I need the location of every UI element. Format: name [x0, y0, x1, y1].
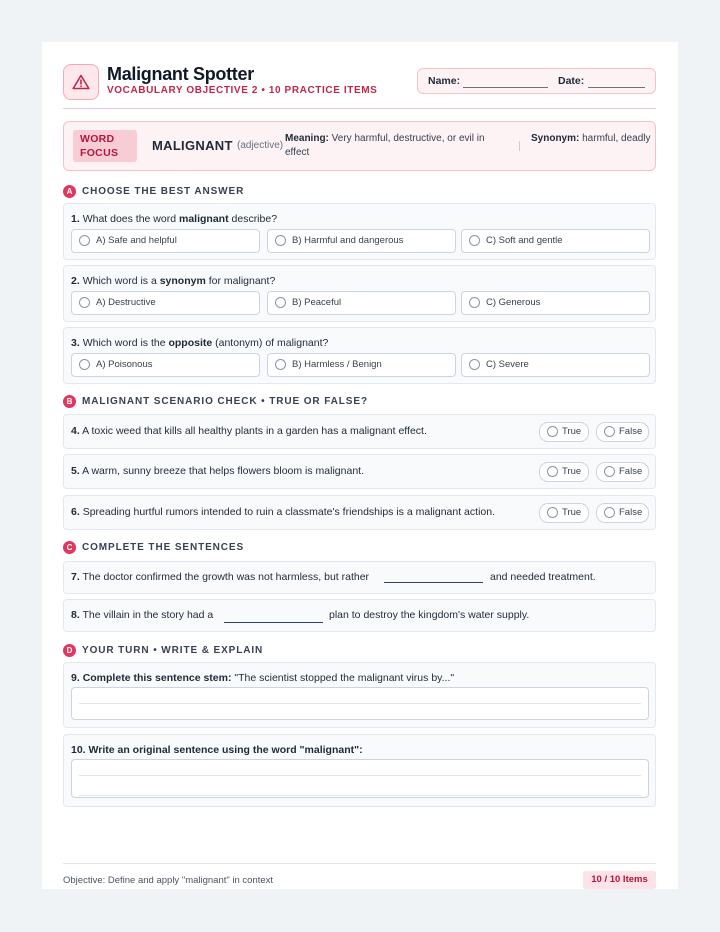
- meaning-label: Meaning:: [285, 133, 329, 144]
- question-text: [71, 275, 275, 287]
- question-number: 10.: [71, 744, 86, 756]
- question-number: 2.: [71, 275, 80, 287]
- page-title: Malignant Spotter: [107, 64, 254, 84]
- option-label: B) Harmless / Benign: [292, 359, 382, 370]
- radio-icon[interactable]: [547, 507, 558, 518]
- question-number: 6.: [71, 506, 80, 518]
- section-c-heading: [63, 541, 244, 554]
- radio-icon[interactable]: [275, 235, 286, 246]
- false-option[interactable]: [596, 462, 649, 482]
- true-label: True: [562, 426, 582, 437]
- option-c[interactable]: [461, 229, 650, 253]
- question-number: 3.: [71, 337, 80, 349]
- false-label: False: [619, 507, 643, 518]
- statement-text: [71, 506, 495, 518]
- question-post: for malignant?: [205, 275, 276, 287]
- question-text: [71, 213, 277, 225]
- part-of-speech: (adjective): [237, 140, 284, 151]
- section-title: CHOOSE THE BEST ANSWER: [82, 186, 245, 197]
- true-option[interactable]: [539, 503, 589, 523]
- question-key: opposite: [168, 337, 213, 349]
- radio-icon[interactable]: [79, 297, 90, 308]
- answer-box[interactable]: [71, 759, 649, 798]
- write-prompt: [71, 744, 363, 756]
- section-letter-badge: A: [63, 185, 76, 198]
- focus-word: MALIGNANT: [152, 138, 233, 153]
- question-key: synonym: [159, 275, 206, 287]
- section-d-heading: [63, 644, 263, 657]
- fill-in-blank[interactable]: [224, 622, 323, 623]
- radio-icon[interactable]: [79, 359, 90, 370]
- radio-icon[interactable]: [469, 235, 480, 246]
- synonym-label: Synonym:: [531, 133, 580, 144]
- date-label: Date:: [558, 75, 585, 87]
- synonym-text: harmful, deadly: [582, 133, 651, 144]
- option-label: C) Soft and gentle: [486, 235, 563, 246]
- write-card-10: [63, 734, 656, 807]
- meaning: [285, 132, 510, 160]
- radio-icon[interactable]: [275, 297, 286, 308]
- option-c[interactable]: [461, 353, 650, 377]
- focus-divider: [519, 141, 520, 151]
- option-b[interactable]: [267, 229, 456, 253]
- question-card-3: [63, 327, 656, 384]
- sentence-end: and needed treatment.: [490, 571, 596, 583]
- question-number: 7.: [71, 571, 80, 583]
- question-pre: Which word is the: [82, 337, 169, 349]
- section-letter-badge: B: [63, 395, 76, 408]
- radio-icon[interactable]: [547, 466, 558, 477]
- false-label: False: [619, 466, 643, 477]
- name-field[interactable]: [463, 87, 548, 88]
- synonym: [531, 132, 651, 146]
- question-card-1: [63, 203, 656, 260]
- radio-icon[interactable]: [604, 466, 615, 477]
- header: [63, 64, 656, 108]
- question-number: 1.: [71, 213, 80, 225]
- question-number: 9.: [71, 672, 80, 684]
- header-divider: [63, 108, 656, 109]
- true-option[interactable]: [539, 422, 589, 442]
- question-pre: Which word is a: [82, 275, 160, 287]
- word-focus-tag-line1: WORD: [80, 133, 115, 145]
- section-letter-badge: C: [63, 541, 76, 554]
- radio-icon[interactable]: [275, 359, 286, 370]
- true-option[interactable]: [539, 462, 589, 482]
- date-field[interactable]: [588, 87, 645, 88]
- section-letter-badge: D: [63, 644, 76, 657]
- question-number: 5.: [71, 465, 80, 477]
- answer-line: [79, 703, 641, 704]
- option-a[interactable]: [71, 229, 260, 253]
- radio-icon[interactable]: [604, 507, 615, 518]
- question-post: (antonym) of malignant?: [212, 337, 329, 349]
- warning-triangle-icon: [72, 74, 90, 90]
- sentence-pre: [71, 609, 213, 621]
- radio-icon[interactable]: [79, 235, 90, 246]
- prompt-text: "The scientist stopped the malignant virus by...": [231, 672, 455, 684]
- statement: A warm, sunny breeze that helps flowers bloom is malignant.: [82, 465, 364, 477]
- radio-icon[interactable]: [469, 359, 480, 370]
- truefalse-card-4: [63, 414, 656, 449]
- meaning-text: Very harmful, destructive, or evil in effect: [285, 133, 485, 158]
- statement-text: [71, 425, 427, 437]
- answer-box[interactable]: [71, 687, 649, 720]
- word-focus-tag-line2: FOCUS: [80, 147, 119, 159]
- false-option[interactable]: [596, 503, 649, 523]
- fill-in-blank[interactable]: [384, 582, 483, 583]
- option-b[interactable]: [267, 291, 456, 315]
- section-b-heading: [63, 395, 368, 408]
- sentence-card-8: [63, 599, 656, 632]
- option-label: C) Severe: [486, 359, 529, 370]
- statement: A toxic weed that kills all healthy plants in a garden has a malignant effect.: [82, 425, 427, 437]
- question-post: describe?: [228, 213, 278, 225]
- radio-icon[interactable]: [604, 426, 615, 437]
- option-label: C) Generous: [486, 297, 541, 308]
- option-a[interactable]: [71, 291, 260, 315]
- name-date-box: [417, 68, 656, 94]
- word-focus-tag: [73, 130, 137, 162]
- question-card-2: [63, 265, 656, 322]
- item-count-badge: 10 / 10 Items: [583, 871, 656, 889]
- question-text: [71, 337, 328, 349]
- prompt-label: Write an original sentence using the word "malignant":: [88, 744, 363, 756]
- footer-objective: Objective: Define and apply "malignant" in context: [63, 875, 274, 886]
- worksheet-page: [42, 42, 678, 889]
- option-label: A) Safe and helpful: [96, 235, 177, 246]
- option-label: A) Destructive: [96, 297, 156, 308]
- sentence-start: The doctor confirmed the growth was not harmless, but rather: [82, 571, 370, 583]
- page-subtitle: VOCABULARY OBJECTIVE 2 • 10 PRACTICE ITEMS: [107, 85, 378, 96]
- write-prompt: [71, 672, 454, 684]
- answer-line: [79, 775, 641, 776]
- section-title: MALIGNANT SCENARIO CHECK • TRUE OR FALSE?: [82, 396, 368, 407]
- warning-badge: [63, 64, 99, 100]
- question-number: 4.: [71, 425, 80, 437]
- option-a[interactable]: [71, 353, 260, 377]
- option-b[interactable]: [267, 353, 456, 377]
- question-number: 8.: [71, 609, 80, 621]
- option-label: A) Poisonous: [96, 359, 153, 370]
- false-label: False: [619, 426, 643, 437]
- sentence-end: plan to destroy the kingdom's water supply.: [329, 609, 530, 621]
- word-focus-box: [63, 121, 656, 171]
- option-label: B) Peaceful: [292, 297, 342, 308]
- section-title: YOUR TURN • WRITE & EXPLAIN: [82, 645, 264, 656]
- statement: Spreading hurtful rumors intended to ruin a classmate's friendships is a malignant action.: [82, 506, 495, 518]
- sentence-pre: [71, 571, 369, 583]
- radio-icon[interactable]: [469, 297, 480, 308]
- section-a-heading: [63, 185, 244, 198]
- radio-icon[interactable]: [547, 426, 558, 437]
- question-pre: What does the word: [82, 213, 179, 225]
- sentence-start: The villain in the story had a: [82, 609, 214, 621]
- truefalse-card-5: [63, 454, 656, 489]
- true-label: True: [562, 507, 582, 518]
- name-label: Name:: [428, 75, 461, 87]
- true-label: True: [562, 466, 582, 477]
- statement-text: [71, 465, 364, 477]
- question-key: malignant: [179, 213, 229, 225]
- option-label: B) Harmful and dangerous: [292, 235, 404, 246]
- write-card-9: [63, 662, 656, 728]
- option-c[interactable]: [461, 291, 650, 315]
- sentence-card-7: [63, 561, 656, 594]
- answer-line: [79, 795, 641, 796]
- false-option[interactable]: [596, 422, 649, 442]
- prompt-label: Complete this sentence stem:: [82, 672, 232, 684]
- footer-divider: [63, 863, 656, 864]
- truefalse-card-6: [63, 495, 656, 530]
- section-title: COMPLETE THE SENTENCES: [82, 542, 245, 553]
